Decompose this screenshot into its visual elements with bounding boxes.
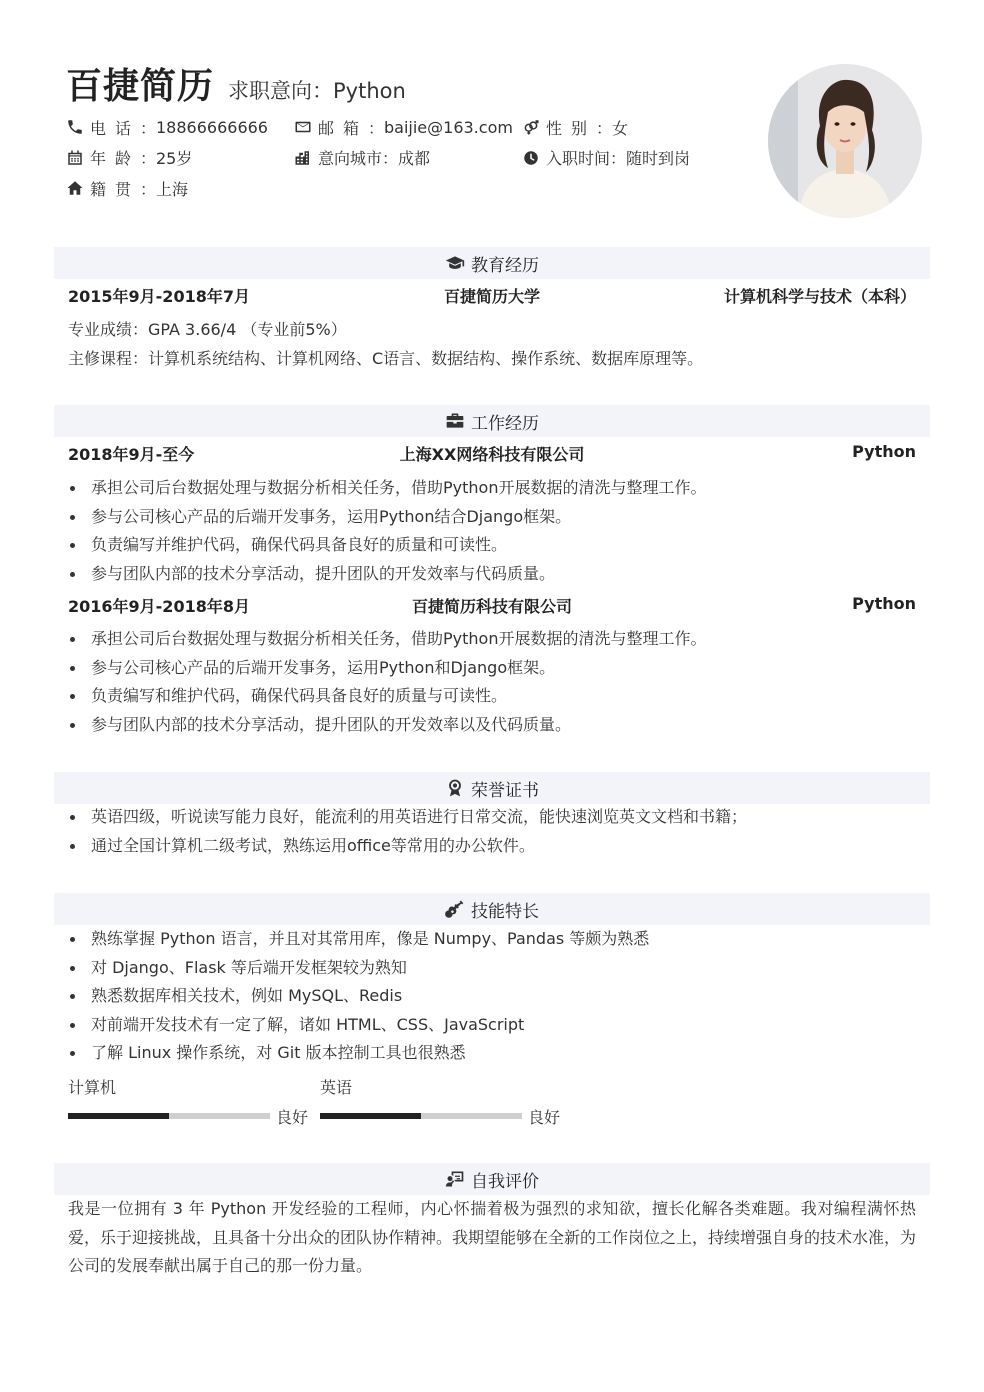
title-row	[66, 58, 756, 109]
job-period: 2018年9月-至今	[68, 445, 195, 464]
guitar-icon	[445, 899, 465, 919]
clock-icon	[522, 149, 540, 167]
list-item: 参与团队内部的技术分享活动，提升团队的开发效率与代码质量。	[68, 560, 706, 589]
city-label: 意向城市：	[318, 149, 399, 168]
resume-header	[66, 58, 756, 228]
profile-photo	[768, 64, 922, 218]
education-details	[68, 315, 703, 373]
list-item: 参与团队内部的技术分享活动，提升团队的开发效率以及代码质量。	[68, 711, 706, 740]
personal-info	[66, 116, 756, 208]
start-label: 入职时间：	[546, 149, 627, 168]
city-value: 成都	[398, 149, 431, 168]
list-item: 参与公司核心产品的后端开发事务，运用Python和Django框架。	[68, 654, 706, 683]
skill-name: 英语	[320, 1078, 353, 1097]
skill-bar	[320, 1113, 522, 1119]
info-row	[66, 147, 756, 178]
list-item: 通过全国计算机二级考试，熟练运用office等常用的办公软件。	[68, 832, 747, 861]
honors-list	[68, 803, 747, 860]
skill-level-computer	[68, 1078, 320, 1127]
award-icon	[445, 778, 465, 798]
education-section-header	[54, 247, 930, 279]
skill-bar-fill	[320, 1113, 421, 1119]
list-item: 对前端开发技术有一定了解，诸如 HTML、CSS、JavaScript	[68, 1011, 649, 1040]
age-value: 25岁	[156, 149, 193, 168]
gender-value: 女	[612, 118, 629, 138]
honors-title: 荣誉证书	[471, 780, 539, 801]
job-role: Python	[852, 594, 916, 613]
start-value: 随时到岗	[626, 149, 691, 168]
info-row	[66, 116, 756, 147]
phone-label: 电话：	[90, 118, 156, 138]
list-item: 承担公司后台数据处理与数据分析相关任务，借助Python开展数据的清洗与整理工作。	[68, 474, 706, 503]
skill-level-text: 良好	[276, 1108, 309, 1127]
skills-section-header	[54, 893, 930, 925]
job-duties	[68, 474, 706, 588]
work-title: 工作经历	[471, 413, 539, 434]
job-intent-value: Python	[333, 79, 406, 103]
info-row	[66, 177, 756, 208]
info-gender	[522, 116, 628, 138]
job-row	[68, 442, 916, 466]
gender-label: 性别：	[546, 118, 612, 138]
info-age	[66, 147, 192, 169]
list-item: 了解 Linux 操作系统，对 Git 版本控制工具也很熟悉	[68, 1039, 649, 1068]
list-item: 对 Django、Flask 等后端开发框架较为熟知	[68, 954, 649, 983]
education-period: 2015年9月-2018年7月	[68, 287, 250, 306]
self-eval-text: 我是一位拥有 3 年 Python 开发经验的工程师，内心怀揣着极为强烈的求知欲，擅长化解各类难题。我对编程满怀热爱，乐于迎接挑战，且具备十分出众的团队协作精神。我期望能够在全新的工作岗位之上，持续增强自身的技术水准，为公司的发展奉献出属于自己的那一份力量。	[68, 1199, 917, 1276]
skill-level-english	[320, 1078, 572, 1127]
self-eval-title: 自我评价	[471, 1171, 539, 1192]
job-intent-label: 求职意向：	[228, 79, 334, 103]
graduation-cap-icon	[445, 253, 465, 273]
list-item: 熟练掌握 Python 语言，并且对其常用库，像是 Numpy、Pandas 等颇为熟悉	[68, 925, 649, 954]
skill-bar	[68, 1113, 270, 1119]
job-company: 上海XX网络科技有限公司	[399, 445, 585, 464]
skills-list	[68, 925, 649, 1068]
hometown-value: 上海	[156, 179, 189, 199]
info-city	[294, 147, 430, 169]
job-role: Python	[852, 442, 916, 461]
skills-title: 技能特长	[471, 901, 539, 922]
skill-level-text: 良好	[528, 1108, 561, 1127]
education-school: 百捷简历大学	[443, 287, 540, 306]
education-row	[68, 284, 916, 308]
job-duties	[68, 625, 706, 739]
list-item: 负责编写和维护代码，确保代码具备良好的质量与可读性。	[68, 682, 706, 711]
age-label: 年龄：	[90, 149, 156, 168]
phone-icon	[66, 118, 84, 136]
list-item: 熟悉数据库相关技术，例如 MySQL、Redis	[68, 982, 649, 1011]
list-item: 英语四级，听说读写能力良好，能流利的用英语进行日常交流，能快速浏览英文文档和书籍；	[68, 803, 747, 832]
briefcase-icon	[445, 411, 465, 431]
list-item: 承担公司后台数据处理与数据分析相关任务，借助Python开展数据的清洗与整理工作。	[68, 625, 706, 654]
work-section-header	[54, 405, 930, 437]
education-title: 教育经历	[471, 255, 539, 276]
honors-section-header	[54, 772, 930, 804]
skill-name: 计算机	[68, 1078, 117, 1097]
list-item: 负责编写并维护代码，确保代码具备良好的质量和可读性。	[68, 531, 706, 560]
email-label: 邮箱：	[318, 118, 384, 138]
info-email	[294, 116, 513, 138]
skill-bar-fill	[68, 1113, 169, 1119]
hometown-label: 籍贯：	[90, 179, 156, 199]
presenter-icon	[445, 1169, 465, 1189]
job-period: 2016年9月-2018年8月	[68, 597, 250, 616]
mail-icon	[294, 118, 312, 136]
home-icon	[66, 179, 84, 197]
email-value: baijie@163.com	[384, 117, 513, 137]
skill-levels	[68, 1078, 588, 1128]
job-company: 百捷简历科技有限公司	[411, 597, 572, 616]
info-hometown	[66, 177, 188, 199]
city-icon	[294, 149, 312, 167]
self-eval-section-header	[54, 1163, 930, 1195]
education-gpa: 专业成绩：GPA 3.66/4 （专业前5%）	[68, 320, 347, 339]
education-major: 计算机科学与技术（本科）	[723, 287, 916, 306]
info-phone	[66, 116, 268, 138]
gender-icon	[522, 118, 540, 136]
job-row	[68, 594, 916, 618]
job-intent	[228, 75, 406, 105]
list-item: 参与公司核心产品的后端开发事务，运用Python结合Django框架。	[68, 503, 706, 532]
education-courses: 主修课程：计算机系统结构、计算机网络、C语言、数据结构、操作系统、数据库原理等。	[68, 349, 704, 368]
candidate-name: 百捷简历	[66, 66, 215, 107]
info-start	[522, 147, 690, 169]
phone-value: 18866666666	[156, 117, 268, 137]
calendar-icon	[66, 149, 84, 167]
